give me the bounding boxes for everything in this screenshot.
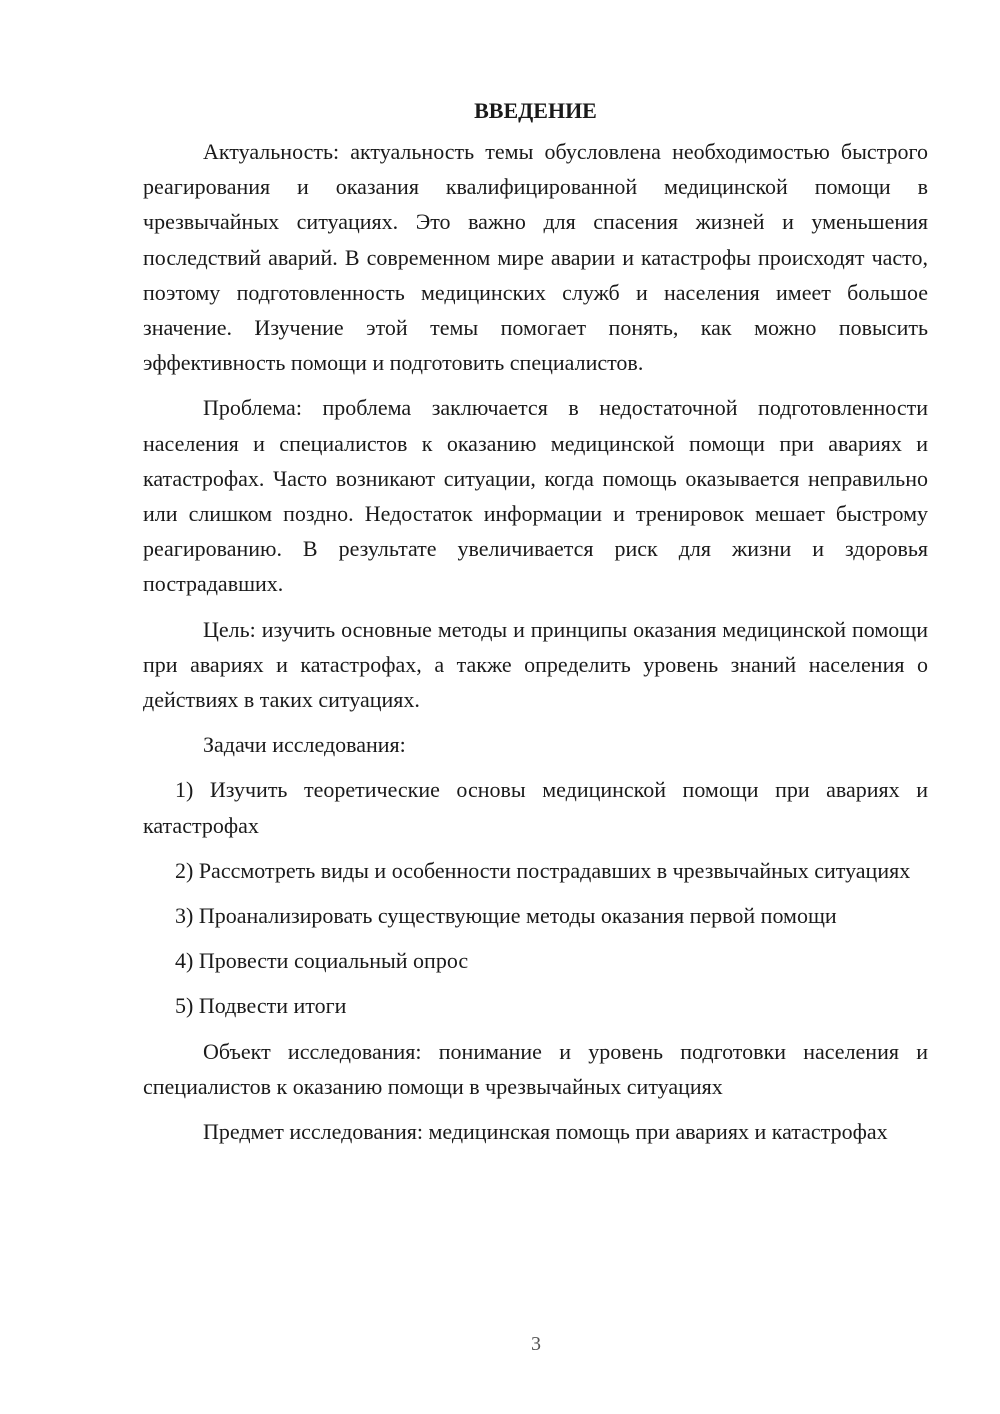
- section-heading: ВВЕДЕНИЕ: [474, 98, 597, 123]
- task-item: 3) Проанализировать существующие методы оказания первой помощи: [175, 903, 837, 929]
- paragraph-tasks-heading: Задачи исследования:: [203, 732, 406, 758]
- task-item: 2) Рассмотреть виды и особенности пострадавших в чрезвычайных ситуациях: [175, 857, 911, 883]
- paragraph-goal: Цель: изучить основные методы и принципы оказания медицинской помощи при авариях и катастрофах, а также определить уровень знаний населения о действиях в таких ситуациях.: [143, 616, 928, 713]
- task-item: 1) Изучить теоретические основы медицинской помощи при авариях и катастрофах: [143, 777, 928, 838]
- paragraph-subject: Предмет исследования: медицинская помощь при авариях и катастрофах: [203, 1119, 888, 1145]
- page-number: 3: [531, 1333, 541, 1355]
- task-item: 5) Подвести итоги: [175, 993, 347, 1019]
- task-item: 4) Провести социальный опрос: [175, 948, 469, 974]
- paragraph-relevance: Актуальность: актуальность темы обусловлена необходимостью быстрого реагирования и оказания квалифицированной медицинской помощи в чрезвычайных ситуациях. Это важно для спасения жизней и уменьшения последствий аварий. В современном мире аварии и катастрофы происходят часто, поэтому подготовленность медицинских служб и населения имеет большое значение. Изучение этой темы помогает понять, как можно повысить эффективность помощи и подготовить специалистов.: [143, 139, 928, 376]
- document-page: [143, 96, 928, 1159]
- paragraph-object: Объект исследования: понимание и уровень подготовки населения и специалистов к оказанию помощи в чрезвычайных ситуациях: [143, 1038, 928, 1099]
- paragraph-problem: Проблема: проблема заключается в недостаточной подготовленности населения и специалистов к оказанию медицинской помощи при авариях и катастрофах. Часто возникают ситуации, когда помощь оказывается неправильно или слишком поздно. Недостаток информации и тренировок мешает быстрому реагированию. В результате увеличивается риск для жизни и здоровья пострадавших.: [143, 395, 928, 597]
